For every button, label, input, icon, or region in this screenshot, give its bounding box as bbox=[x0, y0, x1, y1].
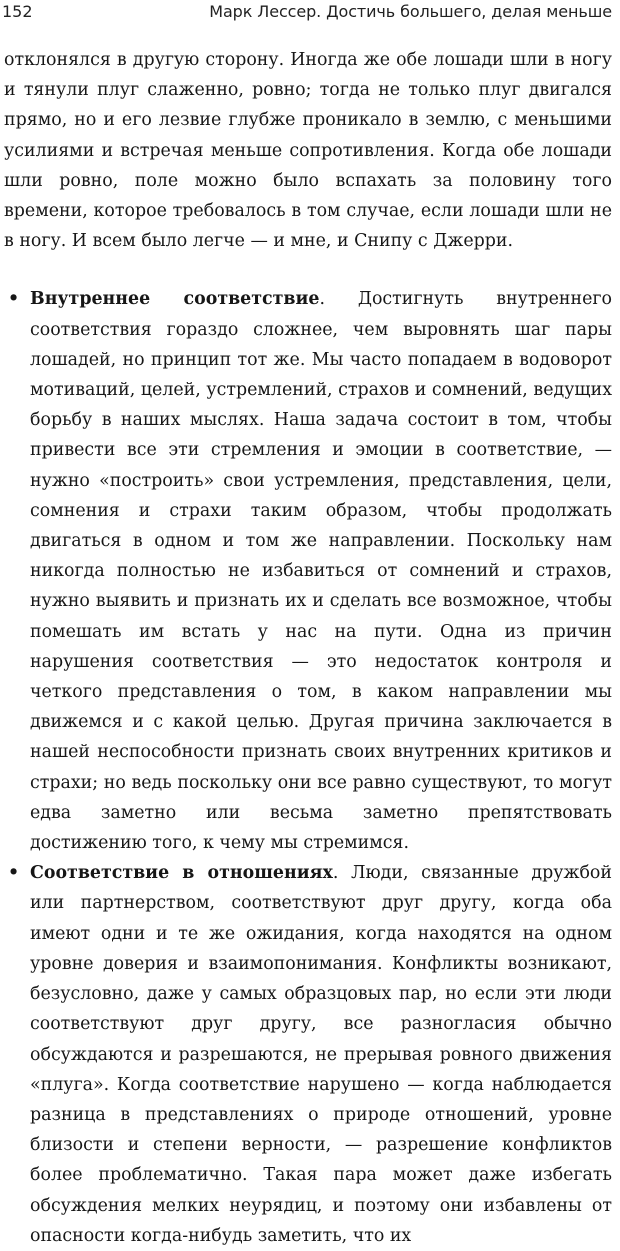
bullet-item-relationship-alignment bbox=[4, 858, 612, 1251]
bullet-description: . Люди, связанные дружбой или партнерством, соответствуют друг другу, когда оба имеют одни и те же ожидания, когда находятся на одном уровне доверия и взаимопонимания. Конфликты возникают, безусловно, даже у самых образцовых пар, но если эти люди соответствуют друг другу, все разногласия обычно обсуждаются и разрешаются, не прерывая ровного движения «плуга». Когда соответствие нарушено — когда наблюдается разница в представлениях о природе отношений, уровне близости и степени верности, — разрешение конфликтов более проблематично. Такая пара может даже избегать обсуждения мелких неурядиц, и поэтому они избавлены от опасности когда-нибудь заметить, что их bbox=[30, 863, 612, 1246]
bullet-body bbox=[30, 284, 612, 858]
bullet-term: Соответствие в отношениях bbox=[30, 863, 333, 884]
bullet-term: Внутреннее соответствие bbox=[30, 289, 320, 310]
bullet-body bbox=[30, 858, 612, 1251]
bullet-item-inner-alignment bbox=[4, 284, 612, 858]
bullet-marker: • bbox=[8, 863, 20, 884]
bullet-marker: • bbox=[8, 289, 20, 310]
bullet-description: . Достигнуть внутреннего соответствия гораздо сложнее, чем выровнять шаг пары лошадей, но принцип тот же. Мы часто попадаем в водоворот мотиваций, целей, устремлений, страхов и сомнений, ведущих борьбу в наших мыслях. Наша задача состоит в том, чтобы привести все эти стремления и эмоции в соответствие, — нужно «построить» свои устремления, представления, цели, сомнения и страхи таким образом, чтобы продолжать двигаться в одном и том же направлении. Поскольку нам никогда полностью не избавиться от сомнений и страхов, нужно выявить и признать их и сделать все возможное, чтобы помешать им встать у нас на пути. Одна из причин нарушения соответствия — это недостаток контроля и четкого представления о том, в каком направлении мы движемся и с какой целью. Другая причина заключается в нашей неспособности признать своих внутренних критиков и страхи; но ведь поскольку они все равно существуют, то могут едва заметно или весьма заметно препятствовать достижению того, к чему мы стремимся. bbox=[30, 289, 612, 854]
running-head: Марк Лессер. Достичь большего, делая меньше bbox=[209, 2, 612, 21]
bullet-list bbox=[4, 284, 612, 1251]
intro-paragraph: отклонялся в другую сторону. Иногда же обе лошади шли в ногу и тянули плуг слаженно, ровно; тогда не только плуг двигался прямо, но и его лезвие глубже проникало в землю, с меньшими усилиями и встречая меньше сопротивления. Когда обе лошади шли ровно, поле можно было вспахать за половину того времени, которое требовалось в том случае, если лошади шли не в ногу. И всем было легче — и мне, и Снипу с Джерри. bbox=[4, 50, 612, 252]
paragraph-spacer bbox=[4, 256, 612, 284]
page-number: 152 bbox=[2, 2, 33, 21]
page-header bbox=[0, 0, 620, 30]
body-text bbox=[4, 45, 612, 1251]
